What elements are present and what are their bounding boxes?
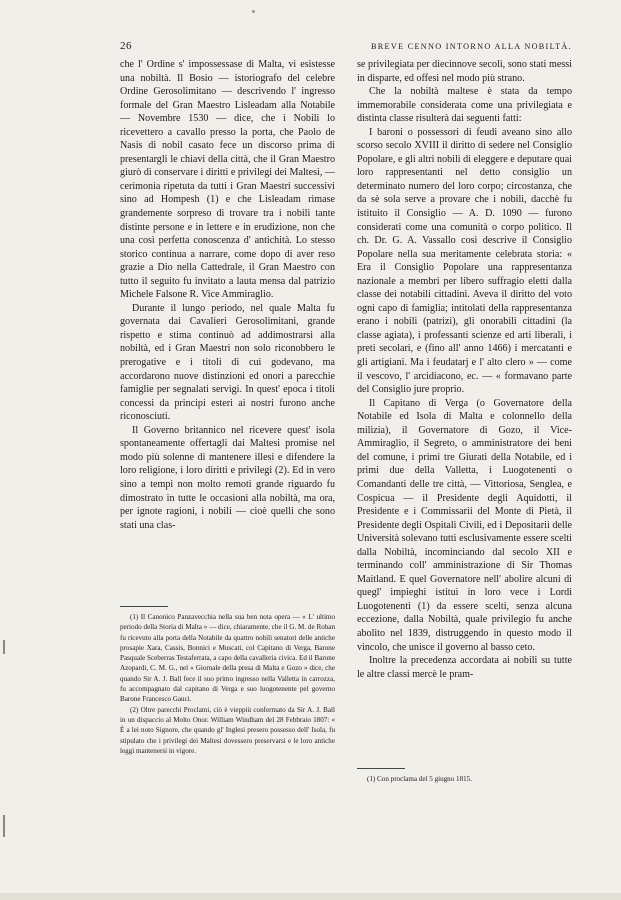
edge-mark — [3, 640, 5, 654]
paragraph: che l' Ordine s' impossessase di Malta, vi esistesse una nobiltà. Il Bosio — istoriografo del celebre Ordine Gerosolimitano — descrivendo l' ingresso formale del Gran Maestro Lisleadam alla Notabile — Novembre 1530 — dice, che i Nobili lo ricevettero a cavallo presso la porta, che Paolo de Nasis di nobil casato fece un discorso prima di presentargli le chiavi della città, che il Gran Maestro giurò di conservare i diritti e privilegi dei Maltesi, — cerimonia ripetuta da tutti i Gran Maestri successivi sino ad Hompesh (1) e che Lisleadam rimase grandemente sorpreso di trovare tra i nobili tante distinte persone e in lettere e in erudizione, non che una così perfetta conoscenza d' antichità. Lo stesso storico continua a narrare, come dopo di aver reso grazie a Dio nella Cattedrale, il Gran Maestro con tutto il seguito fu invitato a lauta mensa dal patrizio Michele Falsone R. Vice Ammiraglio. — [120, 59, 335, 301]
page-header — [120, 40, 572, 52]
running-title: BREVE CENNO INTORNO ALLA NOBILTÀ. — [371, 42, 572, 51]
paragraph: Il Capitano di Verga (o Governatore della Notabile ed Isola di Malta e colonnello della milizia), il Governatore di Gozo, il Vice-Ammiraglio, il Segreto, o amministratore dei beni del comune, i primi tre Giurati della Notabile, ed i primi due della Valletta, i Luogotenenti o Comandanti delle tre città, — Vittoriosa, Senglea, e Cospicua — il Presidente degli Aquidotti, il Presidente e i Commissarii del Monte di Pietà, il Presidente degli Ospitali Civili, ed i Depositarii delle Università solevano tutti esclusivamente essere scelti dalla Nobiltà, incominciando dal secolo XII e terminando coll' amministrazione di Sir Thomas Maitland. E quel Governatore nell' abolire alcuni di quegl' impieghi istituì in loro vece i Lordi Luogotenenti (1) da essere scelti, senza alcuna eccezione, dalla Nobiltà, quale privilegio fu anche abolito nel 1839, distruggendo in questo modo il vincolo, che unisce il governo al basso ceto. — [357, 397, 572, 653]
footnote-rule — [357, 768, 405, 769]
paragraph: Il Governo britannico nel ricevere quest' isola spontaneamente offertagli dai Maltesi promise nel modo più solenne di mantenere illesi e difendere la loro religione, i loro diritti e privilegi (2). Ed in vero sino a tempi non molto remoti grande riguardo fu dimostrato in tutte le occasioni alla nobiltà, ma ora, per ignote ragioni, i nobili — cioè quelli che sono stati una clas- — [120, 424, 335, 531]
ink-speck — [252, 10, 255, 13]
footnote: (2) Oltre parecchi Proclami, ciò è vieppiù confermato da Sir A. J. Ball in un dispaccio al Molto Onor. William Windham del 28 Febbraio 1807: « È a lei noto Signore, che quando gl' Inglesi presero possesso dell' Isola, fu stipulato che i privilegi dei Maltesi dovessero preservarsi e le loro antiche leggi mantenersi in vigore. — [120, 705, 335, 755]
paragraph: Durante il lungo periodo, nel quale Malta fu governata dai Cavalieri Gerosolimitani, grande rispetto e stima continuò ad addimostrarsi alla nobiltà, ed i Gran Maestri non solo riconobbero le prerogative e i titoli di cui godevano, ma accordarono nuove distinzioni ed onori a parecchie famiglie per segnalati servigi. In quest' epoca i titoli concessi da principi esteri ai nostri furono anche riconosciuti. — [120, 302, 335, 423]
footnote: (1) Con proclama del 5 giugno 1815. — [367, 775, 473, 783]
right-column — [357, 58, 572, 681]
right-footnotes — [357, 774, 572, 784]
paragraph: I baroni o possessori di feudi aveano sino allo scorso secolo XVIII il diritto di sedere nel Consiglio Popolare, e gli altri nobili di eleggere e deputare quai loro rappresentanti nel detto consiglio un determinato numero del loro corpo; circostanza, che da sè sola serve a provare che i nobili, dacchè fu istituito il Consiglio — A. D. 1090 — furono considerati come una comunità o corpo politico. Il ch. Dr. G. A. Vassallo così descrive il Consiglio Popolare nella sua meritamente celebrata storia: « Era il Consiglio Popolare una rappresentanza nazionale a membri per libero suffragio eletti dalla classe dei notabili cittadini. Aveva il diritto del voto ogni capo di famiglia; intitolati della rappresentanza erano i nobili (patrizi), gli onorabili cittadini (la classe agiata), i professanti scienze ed arti liberali, i preti secolari, e (fino all' anno 1466) i mercatanti e gli artigiani. Ma i feudatarj e l' alto clero » — come il vescovo, l' arcidiacono, ec. — « formavano parte del Consiglio jure proprio. — [357, 126, 572, 396]
left-column — [120, 58, 335, 532]
footnote: (1) Il Canonico Panzavecchia nella sua ben nota opera — « L' ultimo periodo della Storia di Malta » — dice, chiaramente, che il G. M. de Rohan fu ricevuto alla porta della Notabile da quattro nobili senatori delle antiche prosapie Xara, Cassis, Bonnici e Muscati, col Capitano di Verga, Barone Pasquale Sceberras Testaferrata, a capo della cavalleria civica. Ed il Barone Azopardi, C. M. G., nel « Giornale della presa di Malta e Gozo » dice, che quando Sir A. J. Ball fece il suo primo ingresso nella Valletta in carrozza, fu accompagnato dal capitano di Verga e suo luogotenente pel governo Barone Francesco Gauci. — [120, 613, 335, 704]
paragraph: Che la nobiltà maltese è stata da tempo immemorabile considerata come una privilegiata e distinta classe risulterà dai seguenti fatti: — [357, 86, 572, 125]
page-bottom-edge — [0, 893, 621, 900]
edge-mark — [3, 815, 5, 837]
page-number: 26 — [120, 40, 132, 52]
footnote-rule — [120, 606, 168, 607]
paragraph: se privilegiata per diecinnove secoli, sono stati messi in disparte, ed offesi nel modo più strano. — [357, 59, 572, 84]
left-footnotes — [120, 612, 335, 756]
paragraph: Inoltre la precedenza accordata ai nobili su tutte le altre classi mercè le pram- — [357, 655, 572, 680]
